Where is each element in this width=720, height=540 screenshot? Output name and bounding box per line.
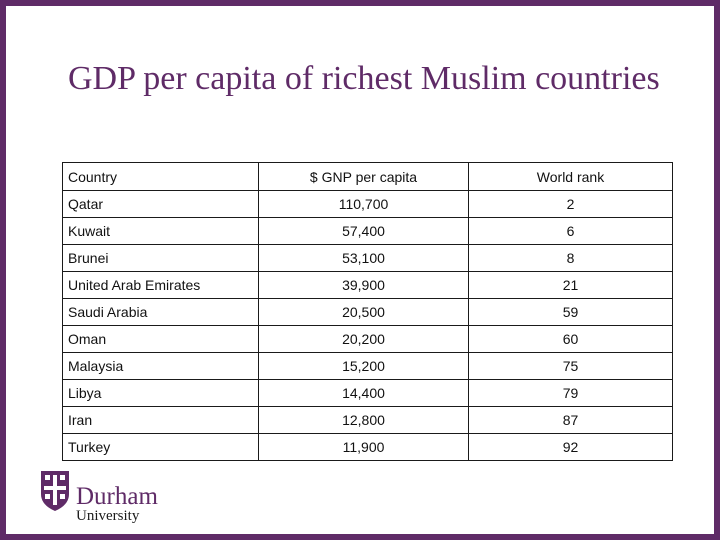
logo-subtitle: University	[76, 508, 140, 524]
table-body	[63, 191, 673, 461]
gnp-cell: 11,900	[259, 434, 469, 461]
table-row	[63, 326, 673, 353]
header-country: Country	[63, 163, 259, 191]
rank-cell: 60	[469, 326, 673, 353]
rank-cell: 8	[469, 245, 673, 272]
gnp-cell: 57,400	[259, 218, 469, 245]
table-row	[63, 353, 673, 380]
table-header-row	[63, 163, 673, 191]
header-gnp: $ GNP per capita	[259, 163, 469, 191]
country-cell: Kuwait	[63, 218, 259, 245]
header-rank: World rank	[469, 163, 673, 191]
gnp-cell: 39,900	[259, 272, 469, 299]
table-row	[63, 434, 673, 461]
rank-cell: 92	[469, 434, 673, 461]
durham-crest-icon	[40, 470, 70, 512]
country-cell: Turkey	[63, 434, 259, 461]
country-cell: Malaysia	[63, 353, 259, 380]
rank-cell: 21	[469, 272, 673, 299]
gnp-cell: 110,700	[259, 191, 469, 218]
durham-university-logo	[40, 468, 180, 528]
country-cell: Brunei	[63, 245, 259, 272]
gnp-cell: 14,400	[259, 380, 469, 407]
rank-cell: 6	[469, 218, 673, 245]
country-cell: Oman	[63, 326, 259, 353]
table-row	[63, 299, 673, 326]
rank-cell: 2	[469, 191, 673, 218]
table-row	[63, 272, 673, 299]
country-cell: United Arab Emirates	[63, 272, 259, 299]
country-cell: Libya	[63, 380, 259, 407]
gnp-cell: 15,200	[259, 353, 469, 380]
rank-cell: 79	[469, 380, 673, 407]
rank-cell: 59	[469, 299, 673, 326]
table-row	[63, 380, 673, 407]
gnp-cell: 53,100	[259, 245, 469, 272]
rank-cell: 75	[469, 353, 673, 380]
rank-cell: 87	[469, 407, 673, 434]
gdp-table	[62, 162, 673, 461]
table-row	[63, 407, 673, 434]
logo-wordmark: Durham	[76, 483, 158, 510]
slide-title: GDP per capita of richest Muslim countries	[68, 60, 660, 97]
country-cell: Iran	[63, 407, 259, 434]
gnp-cell: 12,800	[259, 407, 469, 434]
gnp-cell: 20,200	[259, 326, 469, 353]
country-cell: Saudi Arabia	[63, 299, 259, 326]
country-cell: Qatar	[63, 191, 259, 218]
table-row	[63, 191, 673, 218]
table-row	[63, 218, 673, 245]
table-row	[63, 245, 673, 272]
gnp-cell: 20,500	[259, 299, 469, 326]
